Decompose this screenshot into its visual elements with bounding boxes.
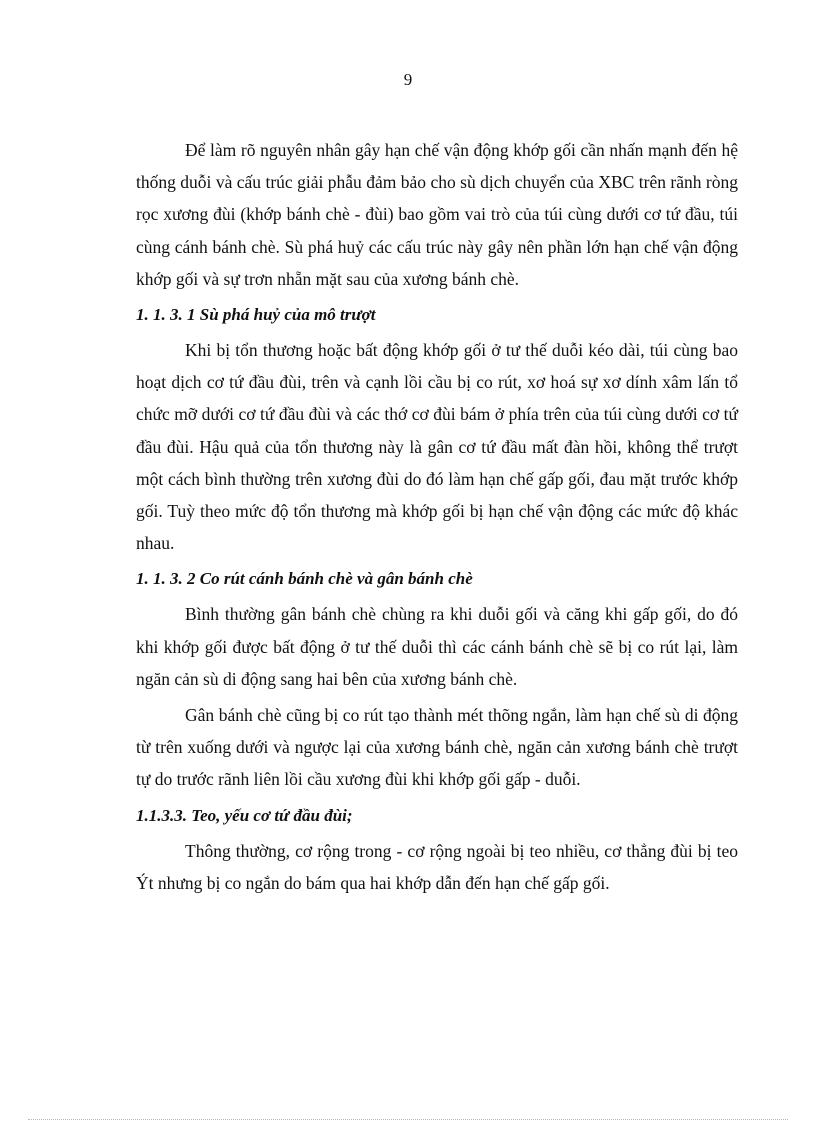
section-heading-1-1-3-2: 1. 1. 3. 2 Co rút cánh bánh chè và gân bánh chè	[136, 569, 473, 589]
paragraph-extensor-system: Để làm rõ nguyên nhân gây hạn chế vận động khớp gối cần nhấn mạnh đến hệ thống duỗi và cấu trúc giải phẫu đảm bảo cho sù dịch chuyển của XBC trên rãnh ròng rọc xương đùi (khớp bánh chè - đùi) bao gồm vai trò của túi cùng dưới cơ tứ đầu, túi cùng cánh bánh chè. Sù phá huỷ các cấu trúc này gây nên phần lớn hạn chế vận động khớp gối và sự trơn nhẵn mặt sau của xương bánh chè.	[136, 140, 738, 289]
section-heading-1-1-3-3: 1.1.3.3. Teo, yếu cơ tứ đầu đùi;	[136, 805, 353, 825]
paragraph-quadriceps-atrophy: Thông thường, cơ rộng trong - cơ rộng ngoài bị teo nhiều, cơ thẳng đùi bị teo Ýt nhưng bị co ngắn do bám qua hai khớp dẫn đến hạn chế gấp gối.	[136, 840, 738, 893]
paragraph-gliding-tissue: Khi bị tổn thương hoặc bất động khớp gối ở tư thế duỗi kéo dài, túi cùng bao hoạt dịch cơ tứ đầu đùi, trên và cạnh lồi cầu bị co rút, xơ hoá sự xơ dính xâm lấn tổ chức mỡ dưới cơ tứ đầu đùi và các thớ cơ đùi bám ở phía trên của túi cùng dưới cơ tứ đầu đùi. Hậu quả của tổn thương này là gân cơ tứ đầu mất đàn hồi, không thể trượt một cách bình thường trên xương đùi do đó làm hạn chế gấp gối, đau mặt trước khớp gối. Tuỳ theo mức độ tổn thương mà khớp gối bị hạn chế vận động các mức độ khác nhau.	[136, 340, 738, 554]
section-heading-1-1-3-1: 1. 1. 3. 1 Sù phá huỷ của mô trượt	[136, 305, 376, 325]
document-body	[136, 134, 738, 903]
paragraph-patellar-retinaculum: Bình thường gân bánh chè chùng ra khi duỗi gối và căng khi gấp gối, do đó khi khớp gối được bất động ở tư thế duỗi thì các cánh bánh chè sẽ bị co rút lại, làm ngăn cản sù di động sang hai bên của xương bánh chè.	[136, 604, 738, 689]
paragraph-patellar-tendon: Gân bánh chè cũng bị co rút tạo thành mét thõng ngắn, làm hạn chế sù di động từ trên xuống dưới và ngược lại của xương bánh chè, ngăn cản xương bánh chè trượt tự do trước rãnh liên lồi cầu xương đùi khi khớp gối gấp - duỗi.	[136, 705, 738, 790]
page-bottom-divider	[28, 1119, 788, 1120]
page-number: 9	[403, 70, 413, 89]
